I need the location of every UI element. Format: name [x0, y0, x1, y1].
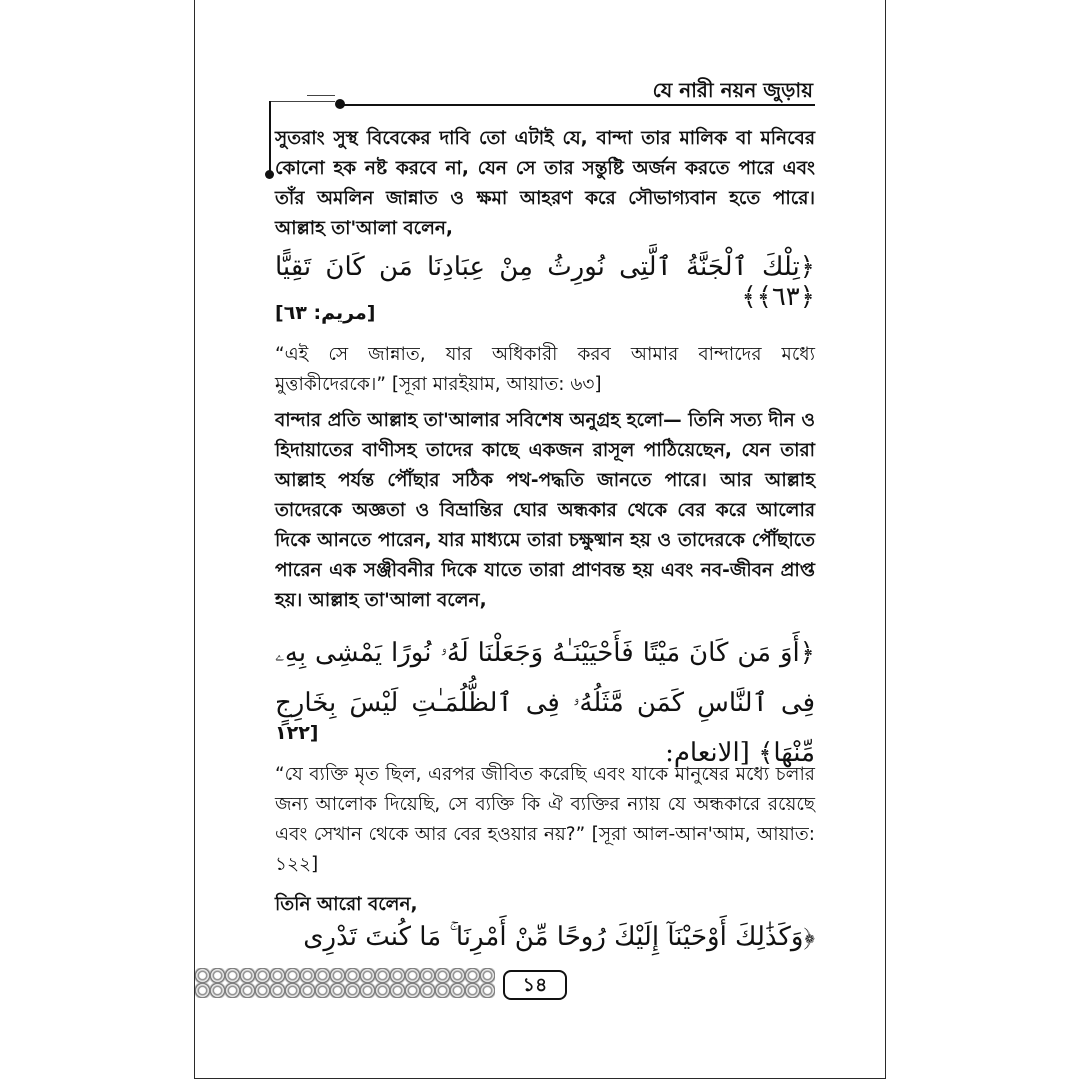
paragraph-intro: সুতরাং সুস্থ বিবেকের দাবি তো এটাই যে, বান্দা তার মালিক বা মনিবের কোনো হক নষ্ট করবে না, যেন সে তার সন্তুষ্টি অর্জন করতে পারে এবং তাঁর অমলিন জান্নাত ও ক্ষমা আহরণ করে সৌভাগ্যবান হতে পারে। আল্লাহ তা'আলা বলেন,: [275, 128, 815, 239]
header-rule: [341, 104, 815, 106]
quran-verse-maryam: ﴿تِلْكَ ٱلْجَنَّةُ ٱلَّتِى نُورِثُ مِنْ عِبَادِنَا مَن كَانَ تَقِيًّا ﴿٦٣﴾﴾: [275, 252, 815, 312]
paragraph-guidance: বান্দার প্রতি আল্লাহ তা'আলার সবিশেষ অনুগ্রহ হলো— তিনি সত্য দীন ও হিদায়াতের বাণীসহ তাদের কাছে একজন রাসূল পাঠিয়েছেন, যেন তারা আল্লাহ পর্যন্ত পৌঁছার সঠিক পথ-পদ্ধতি জানতে পারে। আর আল্লাহ তাদেরকে অজ্ঞতা ও বিভ্রান্তির ঘোর অন্ধকার থেকে বের করে আলোর দিকে আনতে পারেন, যার মাধ্যমে তারা চক্ষুষ্মান হয় ও তাদেরকে পৌঁছাতে পারেন এক সঞ্জীবনীর দিকে যাতে তারা প্রাণবন্ত হয় এবং নব-জীবন প্রাপ্ত হয়। আল্লাহ তা'আলা বলেন,: [275, 410, 815, 611]
translation-maryam: “এই সে জান্নাত, যার অধিকারী করব আমার বান্দাদের মধ্যে মুত্তাকীদেরকে।” [সূরা মারইয়াম, আয়াত: ৬৩]: [275, 344, 815, 395]
decorative-border-band: [195, 968, 495, 998]
margin-ornament-dot: [265, 170, 274, 179]
margin-ornament-line: [269, 101, 271, 177]
book-page: [194, 0, 886, 1079]
translation-anam: “যে ব্যক্তি মৃত ছিল, এরপর জীবিত করেছি এবং যাকে মানুষের মধ্যে চলার জন্য আলোক দিয়েছি, সে ব্যক্তি কি ঐ ব্যক্তির ন্যায় যে অন্ধকারে রয়েছে এবং সেখান থেকে আর বের হওয়ার নয়?” [সূরা আল-আন'আম, আয়াত: ১২২]: [275, 764, 815, 875]
running-title: যে নারী নয়ন জুড়ায়: [652, 78, 813, 102]
page-number: ১৪: [503, 970, 567, 1000]
verse-reference-anam: ١٢٢]: [275, 722, 319, 744]
quran-verse-shura: ﴿وَكَذَٰلِكَ أَوْحَيْنَآ إِلَيْكَ رُوحًا مِّنْ أَمْرِنَا ۚ مَا كُنتَ تَدْرِى: [303, 922, 815, 952]
header-ornament-dot: [335, 99, 345, 109]
header-ornament-dash: [307, 95, 335, 96]
paragraph-further: তিনি আরো বলেন,: [275, 894, 418, 915]
verse-reference-maryam: [مريم: ٦٣]: [275, 302, 376, 324]
quran-verse-anam: ﴿أَوَ مَن كَانَ مَيْتًا فَأَحْيَيْنَـٰهُ وَجَعَلْنَا لَهُۥ نُورًا يَمْشِى بِهِۦ فِى ٱلنَّاسِ كَمَن مَّثَلُهُۥ فِى ٱلظُّلُمَـٰتِ لَيْسَ بِخَارِجٍ مِّنْهَا﴾ [الانعام:: [275, 638, 815, 768]
header-ornament-line: [269, 101, 335, 102]
